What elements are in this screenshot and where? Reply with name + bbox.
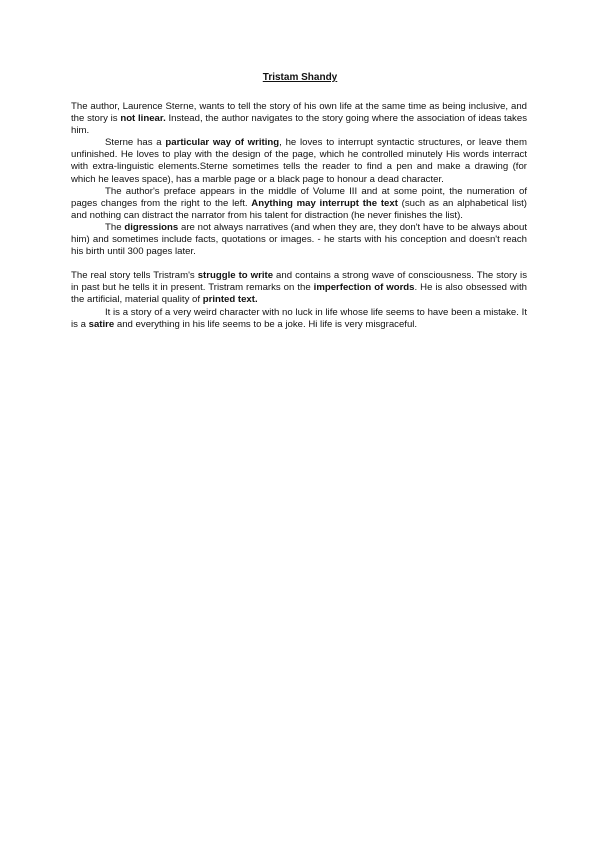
emphasis-printed-text: printed text. xyxy=(202,294,258,306)
paragraph-writing-style xyxy=(71,137,527,185)
text-run: Instead, the author navigates to the story going where the association of ideas takes him. xyxy=(71,113,527,137)
text-run: . He is also obsessed with the artificial, material quality of xyxy=(71,282,527,306)
paragraph-gap xyxy=(71,258,527,270)
emphasis-interrupt: Anything may interrupt the text xyxy=(251,197,398,209)
paragraph-intro xyxy=(71,101,527,137)
text-run: (such as an alphabetical list) and nothing can distract the narrator from his talent for distraction (he never finishes the list). xyxy=(71,197,527,221)
page-title: Tristam Shandy xyxy=(262,72,338,83)
paragraph-satire xyxy=(71,307,527,331)
paragraph-digressions xyxy=(71,222,527,258)
emphasis-particular-way: particular way of writing xyxy=(165,137,280,149)
emphasis-imperfection: imperfection of words xyxy=(313,282,415,294)
text-run: The xyxy=(105,221,125,233)
text-run: Sterne has a xyxy=(105,137,166,149)
document-body xyxy=(71,101,527,331)
text-run: The author, Laurence Sterne, wants to tell the story of his own life at the same time as being inclusive, and the story is xyxy=(71,101,527,125)
text-run: , he loves to interrupt syntactic structures, or leave them unfinished. He loves to play with the design of the page, which he controlled minutely His words interract with extra-linguistic elements.Sterne sometimes tells the reader to find a pen and make a drawing (for which he leaves space), has a marble page or a black page to honour a dead character. xyxy=(71,137,527,185)
paragraph-preface xyxy=(71,186,527,222)
text-run: are not always narratives (and when they are, they don't have to be always about him) and sometimes include facts, quotations or images. - he starts with his conception and doesn't reach his birth until 300 pages later. xyxy=(71,221,527,258)
text-run: The author's preface appears in the middle of Volume III and at some point, the numeration of pages changes from the right to the left. xyxy=(71,185,527,209)
emphasis-satire: satire xyxy=(88,318,115,330)
text-run: and everything in his life seems to be a joke. Hi life is very misgraceful. xyxy=(114,318,418,330)
emphasis-struggle: struggle to write xyxy=(197,270,274,282)
text-run: It is a story of a very weird character with no luck in life whose life seems to have been a mistake. It is a xyxy=(71,306,527,330)
emphasis-not-linear: not linear. xyxy=(120,113,166,125)
emphasis-digressions: digressions xyxy=(124,221,179,233)
paragraph-real-story xyxy=(71,270,527,306)
text-run: and contains a strong wave of consciousness. The story is in past but he tells it in present. Tristram remarks on the xyxy=(71,270,527,294)
text-run: The real story tells Tristram's xyxy=(71,270,198,282)
